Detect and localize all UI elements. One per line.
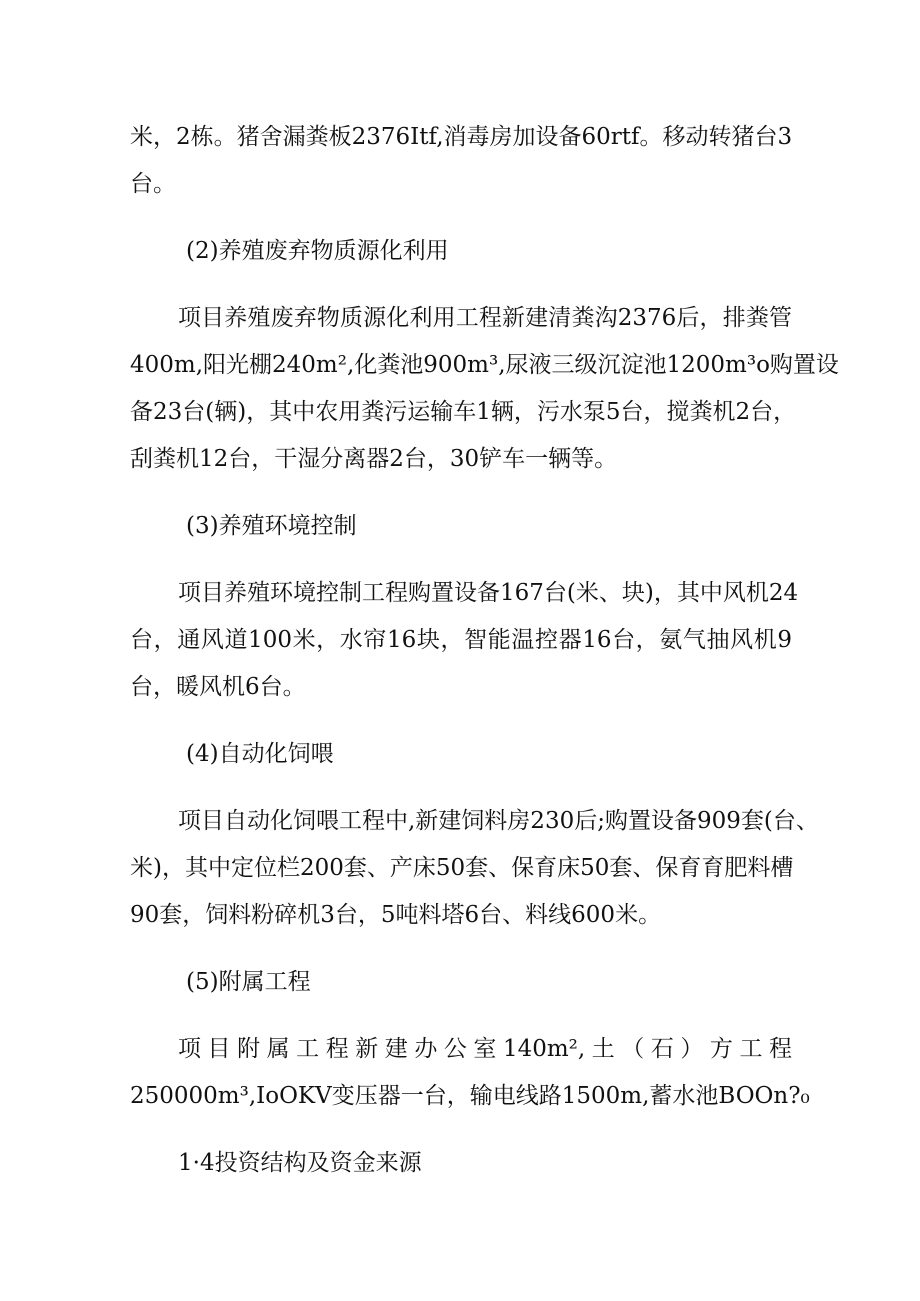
section-heading-2: (2)养殖废弃物质源化利用 (186, 238, 449, 264)
section-heading-3: (3)养殖环境控制 (186, 513, 357, 539)
paragraph-line: 项目养殖环境控制工程购置设备167台(米、块)，其中风机24 (178, 580, 799, 606)
paragraph-line: 项目自动化饲喂工程中,新建饲料房230后;购置设备909套(台、 (178, 808, 819, 834)
section-heading-1-4: 1·4投资结构及资金来源 (178, 1150, 422, 1176)
paragraph-line: 台，通风道100米，水帘16块，智能温控器16台，氨气抽风机9 (130, 627, 792, 653)
paragraph-line: 90套，饲料粉碎机3台，5吨料塔6台、料线600米。 (130, 902, 662, 928)
paragraph-line: 250000m³,IoOKV变压器一台，输电线路1500m,蓄水池BOOn?₀ (130, 1083, 810, 1109)
paragraph-line: 米，2栋。猪舍漏粪板2376Itf,消毒房加设备60rtf。移动转猪台3 (130, 124, 793, 150)
paragraph-line: 项目附属工程新建办公室140m²,土（石）方工程 (178, 1036, 792, 1062)
section-heading-5: (5)附属工程 (186, 969, 311, 995)
paragraph-line: 备23台(辆)，其中农用粪污运输车1辆，污水泵5台，搅粪机2台， (130, 399, 797, 425)
section-heading-4: (4)自动化饲喂 (186, 741, 334, 767)
paragraph-line: 项目养殖废弃物质源化利用工程新建清粪沟2376后，排粪管 (178, 305, 792, 331)
paragraph-line: 台。 (130, 171, 176, 197)
paragraph-line: 刮粪机12台，干湿分离器2台，30铲车一辆等。 (130, 446, 618, 472)
paragraph-line: 台，暖风机6台。 (130, 674, 306, 700)
paragraph-line: 400m,阳光棚240m²,化粪池900m³,尿液三级沉淀池1200m³o购置设 (130, 352, 839, 378)
paragraph-line: 米)，其中定位栏200套、产床50套、保育床50套、保育育肥料槽 (130, 855, 794, 881)
document-page (130, 114, 839, 1187)
